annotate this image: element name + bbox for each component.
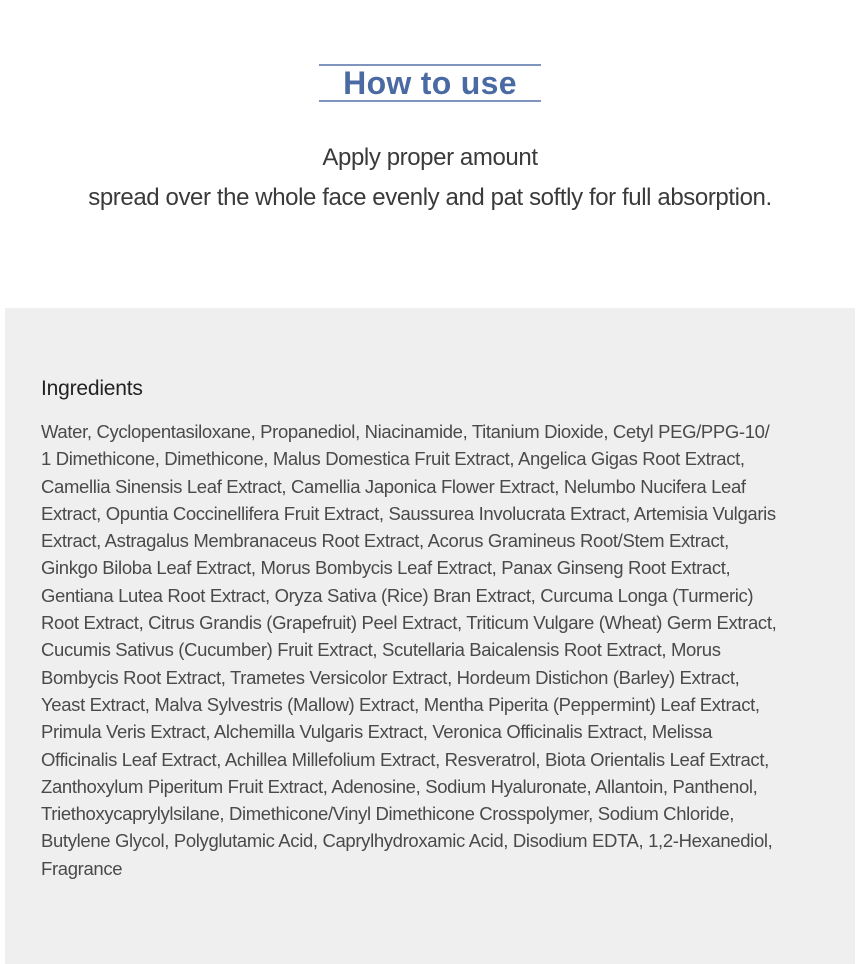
ingredients-line: Officinalis Leaf Extract, Achillea Millefolium Extract, Resveratrol, Biota Orientalis Leaf Extract, (41, 748, 769, 770)
ingredients-line: Fragrance (41, 857, 123, 879)
ingredients-line: Extract, Opuntia Coccinellifera Fruit Extract, Saussurea Involucrata Extract, Artemisia Vulgaris (41, 502, 776, 524)
ingredients-line: Yeast Extract, Malva Sylvestris (Mallow) Extract, Mentha Piperita (Peppermint) Leaf Extract, (41, 693, 760, 715)
instruction-line: Apply proper amount (322, 144, 538, 171)
ingredients-list (41, 418, 841, 882)
ingredients-line: Cucumis Sativus (Cucumber) Fruit Extract, Scutellaria Baicalensis Root Extract, Morus (41, 639, 721, 661)
usage-instructions (0, 138, 860, 218)
ingredients-line: 1 Dimethicone, Dimethicone, Malus Domestica Fruit Extract, Angelica Gigas Root Extract, (41, 448, 745, 470)
ingredients-line: Triethoxycaprylylsilane, Dimethicone/Vinyl Dimethicone Crosspolymer, Sodium Chloride, (41, 803, 735, 825)
ingredients-line: Camellia Sinensis Leaf Extract, Camellia Japonica Flower Extract, Nelumbo Nucifera Leaf (41, 475, 746, 497)
ingredients-line: Butylene Glycol, Polyglutamic Acid, Caprylhydroxamic Acid, Disodium EDTA, 1,2-Hexanediol, (41, 830, 773, 852)
ingredients-line: Gentiana Lutea Root Extract, Oryza Sativa (Rice) Bran Extract, Curcuma Longa (Turmeric) (41, 584, 754, 606)
ingredients-section (5, 308, 855, 964)
ingredients-line: Ginkgo Biloba Leaf Extract, Morus Bombycis Leaf Extract, Panax Ginseng Root Extract, (41, 557, 731, 579)
ingredients-line: Primula Veris Extract, Alchemilla Vulgaris Extract, Veronica Officinalis Extract, Melissa (41, 721, 713, 743)
ingredients-line: Zanthoxylum Piperitum Fruit Extract, Adenosine, Sodium Hyaluronate, Allantoin, Panthenol, (41, 775, 758, 797)
ingredients-line: Root Extract, Citrus Grandis (Grapefruit) Peel Extract, Triticum Vulgare (Wheat) Germ Extract, (41, 612, 777, 634)
how-to-use-title-wrap (0, 64, 860, 102)
ingredients-line: Extract, Astragalus Membranaceus Root Extract, Acorus Gramineus Root/Stem Extract, (41, 530, 729, 552)
ingredients-line: Water, Cyclopentasiloxane, Propanediol, Niacinamide, Titanium Dioxide, Cetyl PEG/PPG-10/ (41, 421, 770, 442)
how-to-use-title: How to use (319, 64, 541, 102)
instruction-line: spread over the whole face evenly and pat softly for full absorption. (88, 184, 772, 211)
ingredients-heading: Ingredients (41, 377, 143, 400)
ingredients-line: Bombycis Root Extract, Trametes Versicolor Extract, Hordeum Distichon (Barley) Extract, (41, 666, 740, 688)
how-to-use-section (0, 0, 860, 308)
